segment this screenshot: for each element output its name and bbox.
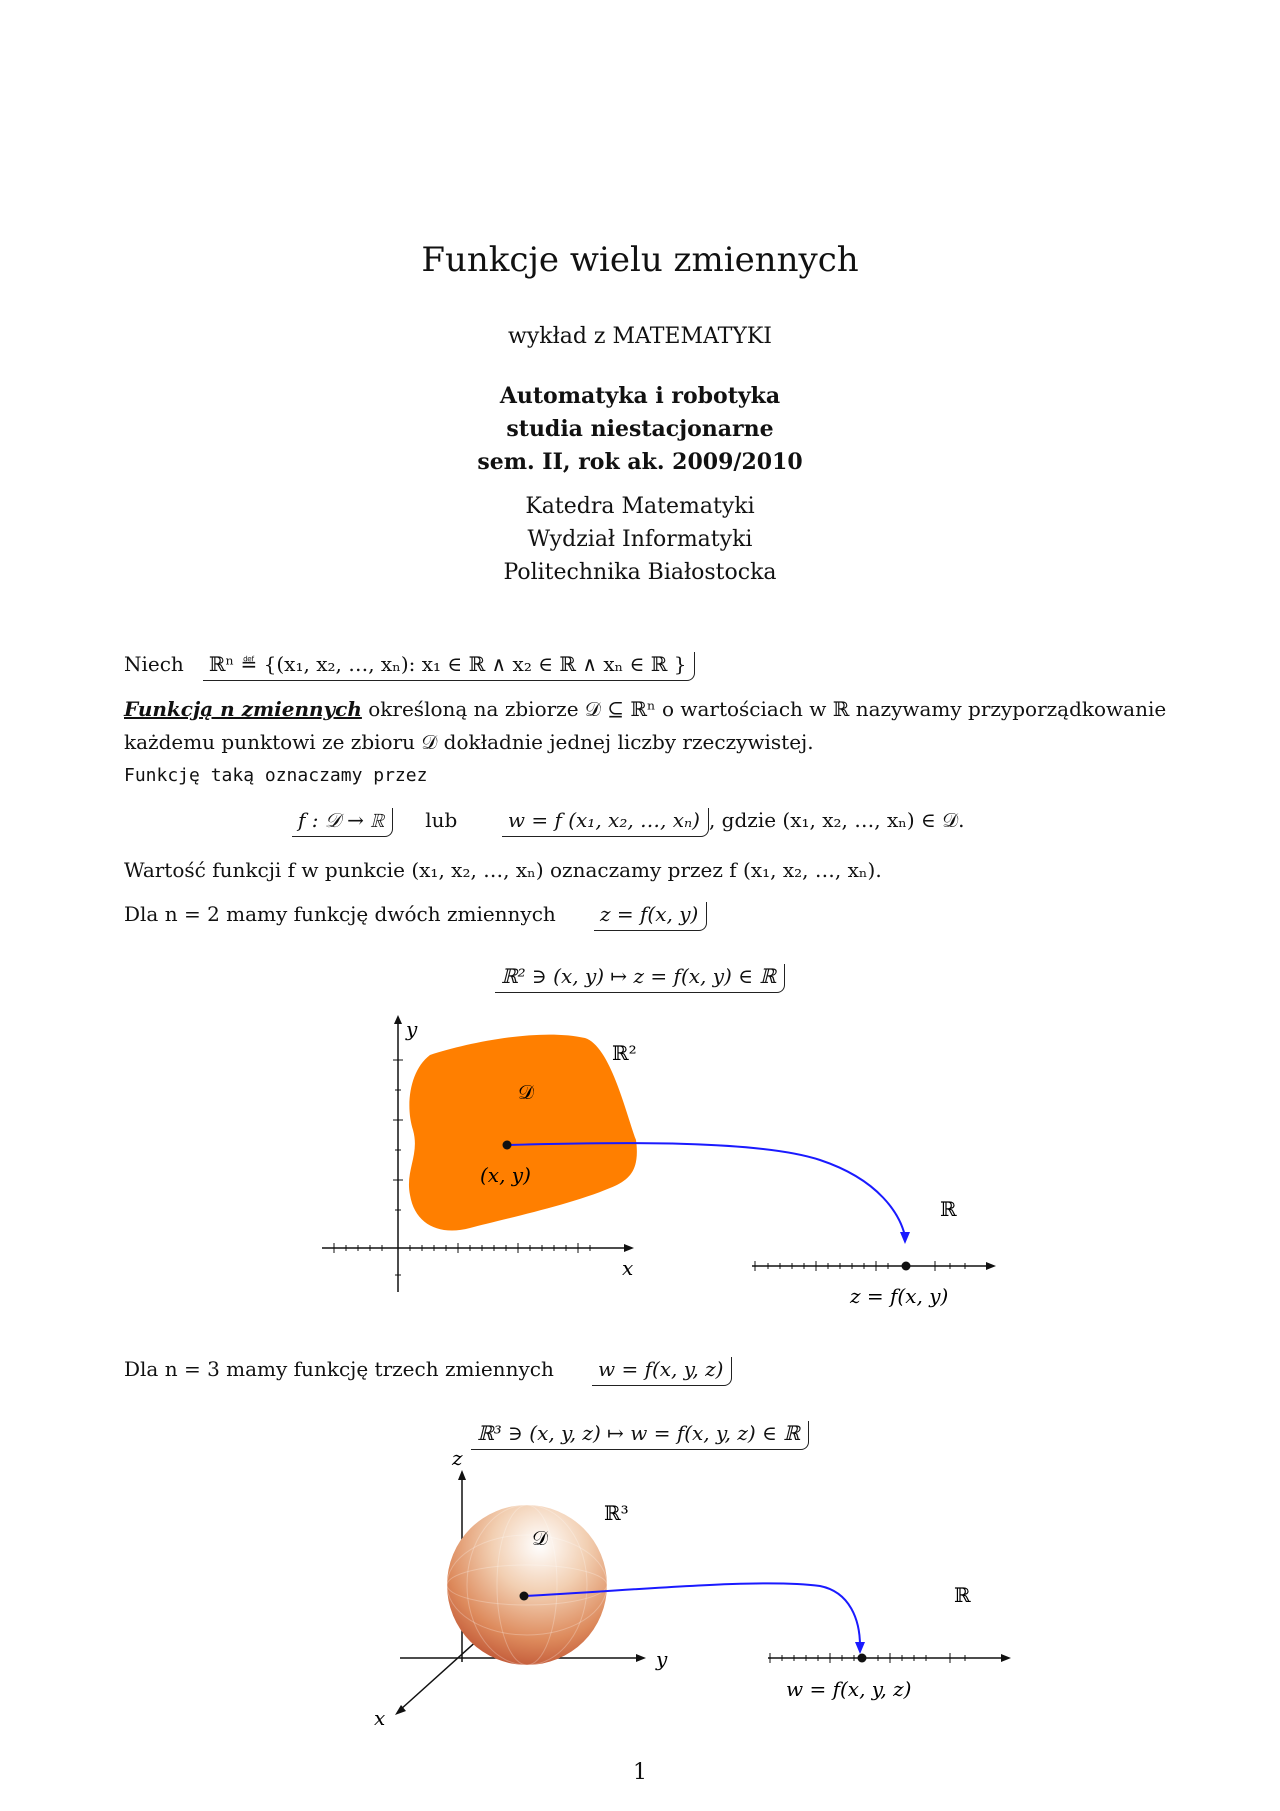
figure-2d-function bbox=[0, 1010, 1280, 1320]
value-point-3d bbox=[858, 1654, 867, 1663]
department-info bbox=[0, 490, 1280, 589]
x-axis-arrow bbox=[624, 1244, 634, 1252]
real-line-3d-arrow bbox=[1001, 1654, 1011, 1662]
course-line: Automatyka i robotyka bbox=[499, 383, 781, 409]
domain-sphere bbox=[447, 1505, 607, 1665]
n3-line bbox=[124, 1357, 732, 1381]
y-axis-3d-arrow bbox=[636, 1654, 646, 1662]
mapping-arrowhead bbox=[900, 1232, 910, 1244]
n3-text: Dla n = 3 mamy funkcję trzech zmiennych bbox=[124, 1357, 554, 1381]
course-line: sem. II, rok ak. 2009/2010 bbox=[477, 449, 803, 475]
value-point bbox=[902, 1262, 911, 1271]
value-label-3d: w = f(x, y, z) bbox=[786, 1677, 912, 1701]
n2-mapping: ℝ² ∋ (x, y) ↦ z = f(x, y) ∈ ℝ bbox=[495, 964, 785, 993]
course-info bbox=[0, 380, 1280, 479]
course-line: studia niestacjonarne bbox=[506, 416, 774, 442]
page-number: 1 bbox=[633, 1760, 647, 1785]
r-label-3d: ℝ bbox=[954, 1583, 971, 1607]
page-subtitle: wykład z MATEMATYKI bbox=[508, 324, 772, 349]
n3-mapping: ℝ³ ∋ (x, y, z) ↦ w = f(x, y, z) ∈ ℝ bbox=[471, 1421, 809, 1450]
dept-line: Wydział Informatyki bbox=[527, 527, 753, 552]
niech-label: Niech bbox=[124, 652, 184, 676]
y-axis-label: y bbox=[406, 1017, 418, 1041]
value-label: z = f(x, y) bbox=[850, 1284, 949, 1308]
defined-term: Funkcją n zmiennych bbox=[124, 697, 362, 721]
n2-equation: z = f(x, y) bbox=[594, 902, 707, 931]
r3-label: ℝ³ bbox=[604, 1501, 629, 1525]
z-axis-label: z bbox=[452, 1446, 463, 1470]
y-axis-label-3d: y bbox=[656, 1647, 668, 1671]
function-definition-line1 bbox=[124, 697, 1166, 721]
n2-text: Dla n = 2 mamy funkcję dwóch zmiennych bbox=[124, 902, 556, 926]
f-mapping: f : 𝒟 → ℝ bbox=[292, 808, 393, 837]
n2-line bbox=[124, 902, 707, 926]
domain-region-d bbox=[409, 1035, 637, 1231]
figure-3d-function bbox=[0, 1440, 1280, 1750]
rn-definition-line bbox=[124, 652, 695, 676]
gdzie-clause: , gdzie (x₁, x₂, …, xₙ) ∈ 𝒟. bbox=[708, 808, 965, 832]
page-title: Funkcje wielu zmiennych bbox=[421, 240, 859, 280]
domain-point bbox=[503, 1141, 512, 1150]
y-axis-arrow bbox=[394, 1015, 402, 1024]
z-axis-arrow bbox=[458, 1470, 466, 1480]
n2-mapping-line bbox=[0, 964, 1280, 988]
r-label: ℝ bbox=[940, 1197, 957, 1221]
notation-formulas bbox=[292, 808, 965, 832]
dept-line: Politechnika Białostocka bbox=[503, 560, 777, 585]
notation-intro: Funkcję taką oznaczamy przez bbox=[124, 765, 428, 786]
x-axis-label-3d: x bbox=[374, 1706, 386, 1730]
domain-point-3d bbox=[520, 1592, 529, 1601]
domain-label-3d: 𝒟 bbox=[532, 1526, 548, 1550]
dept-line: Katedra Matematyki bbox=[525, 494, 755, 519]
domain-label: 𝒟 bbox=[518, 1080, 534, 1104]
real-line-arrow bbox=[986, 1262, 996, 1270]
function-definition-line2: każdemu punktowi ze zbioru 𝒟 dokładnie jednej liczby rzeczywistej. bbox=[124, 730, 814, 754]
lub-word: lub bbox=[425, 808, 458, 832]
mapping-arrowhead-3d bbox=[855, 1642, 865, 1654]
definition-text: określoną na zbiorze 𝒟 ⊆ ℝⁿ o wartościach w ℝ nazywamy przyporządkowanie bbox=[361, 697, 1167, 721]
point-label: (x, y) bbox=[480, 1163, 531, 1187]
r2-label: ℝ² bbox=[612, 1041, 637, 1065]
rn-definition-formula: ℝⁿ ≝ {(x₁, x₂, …, xₙ): x₁ ∈ ℝ ∧ x₂ ∈ ℝ ∧ xₙ ∈ ℝ } bbox=[203, 652, 696, 681]
x-axis-label: x bbox=[622, 1256, 634, 1280]
value-notation-line: Wartość funkcji f w punkcie (x₁, x₂, …, xₙ) oznaczamy przez f (x₁, x₂, …, xₙ). bbox=[124, 858, 882, 882]
w-equation: w = f (x₁, x₂, …, xₙ) bbox=[502, 808, 709, 837]
n3-equation: w = f(x, y, z) bbox=[592, 1357, 733, 1386]
